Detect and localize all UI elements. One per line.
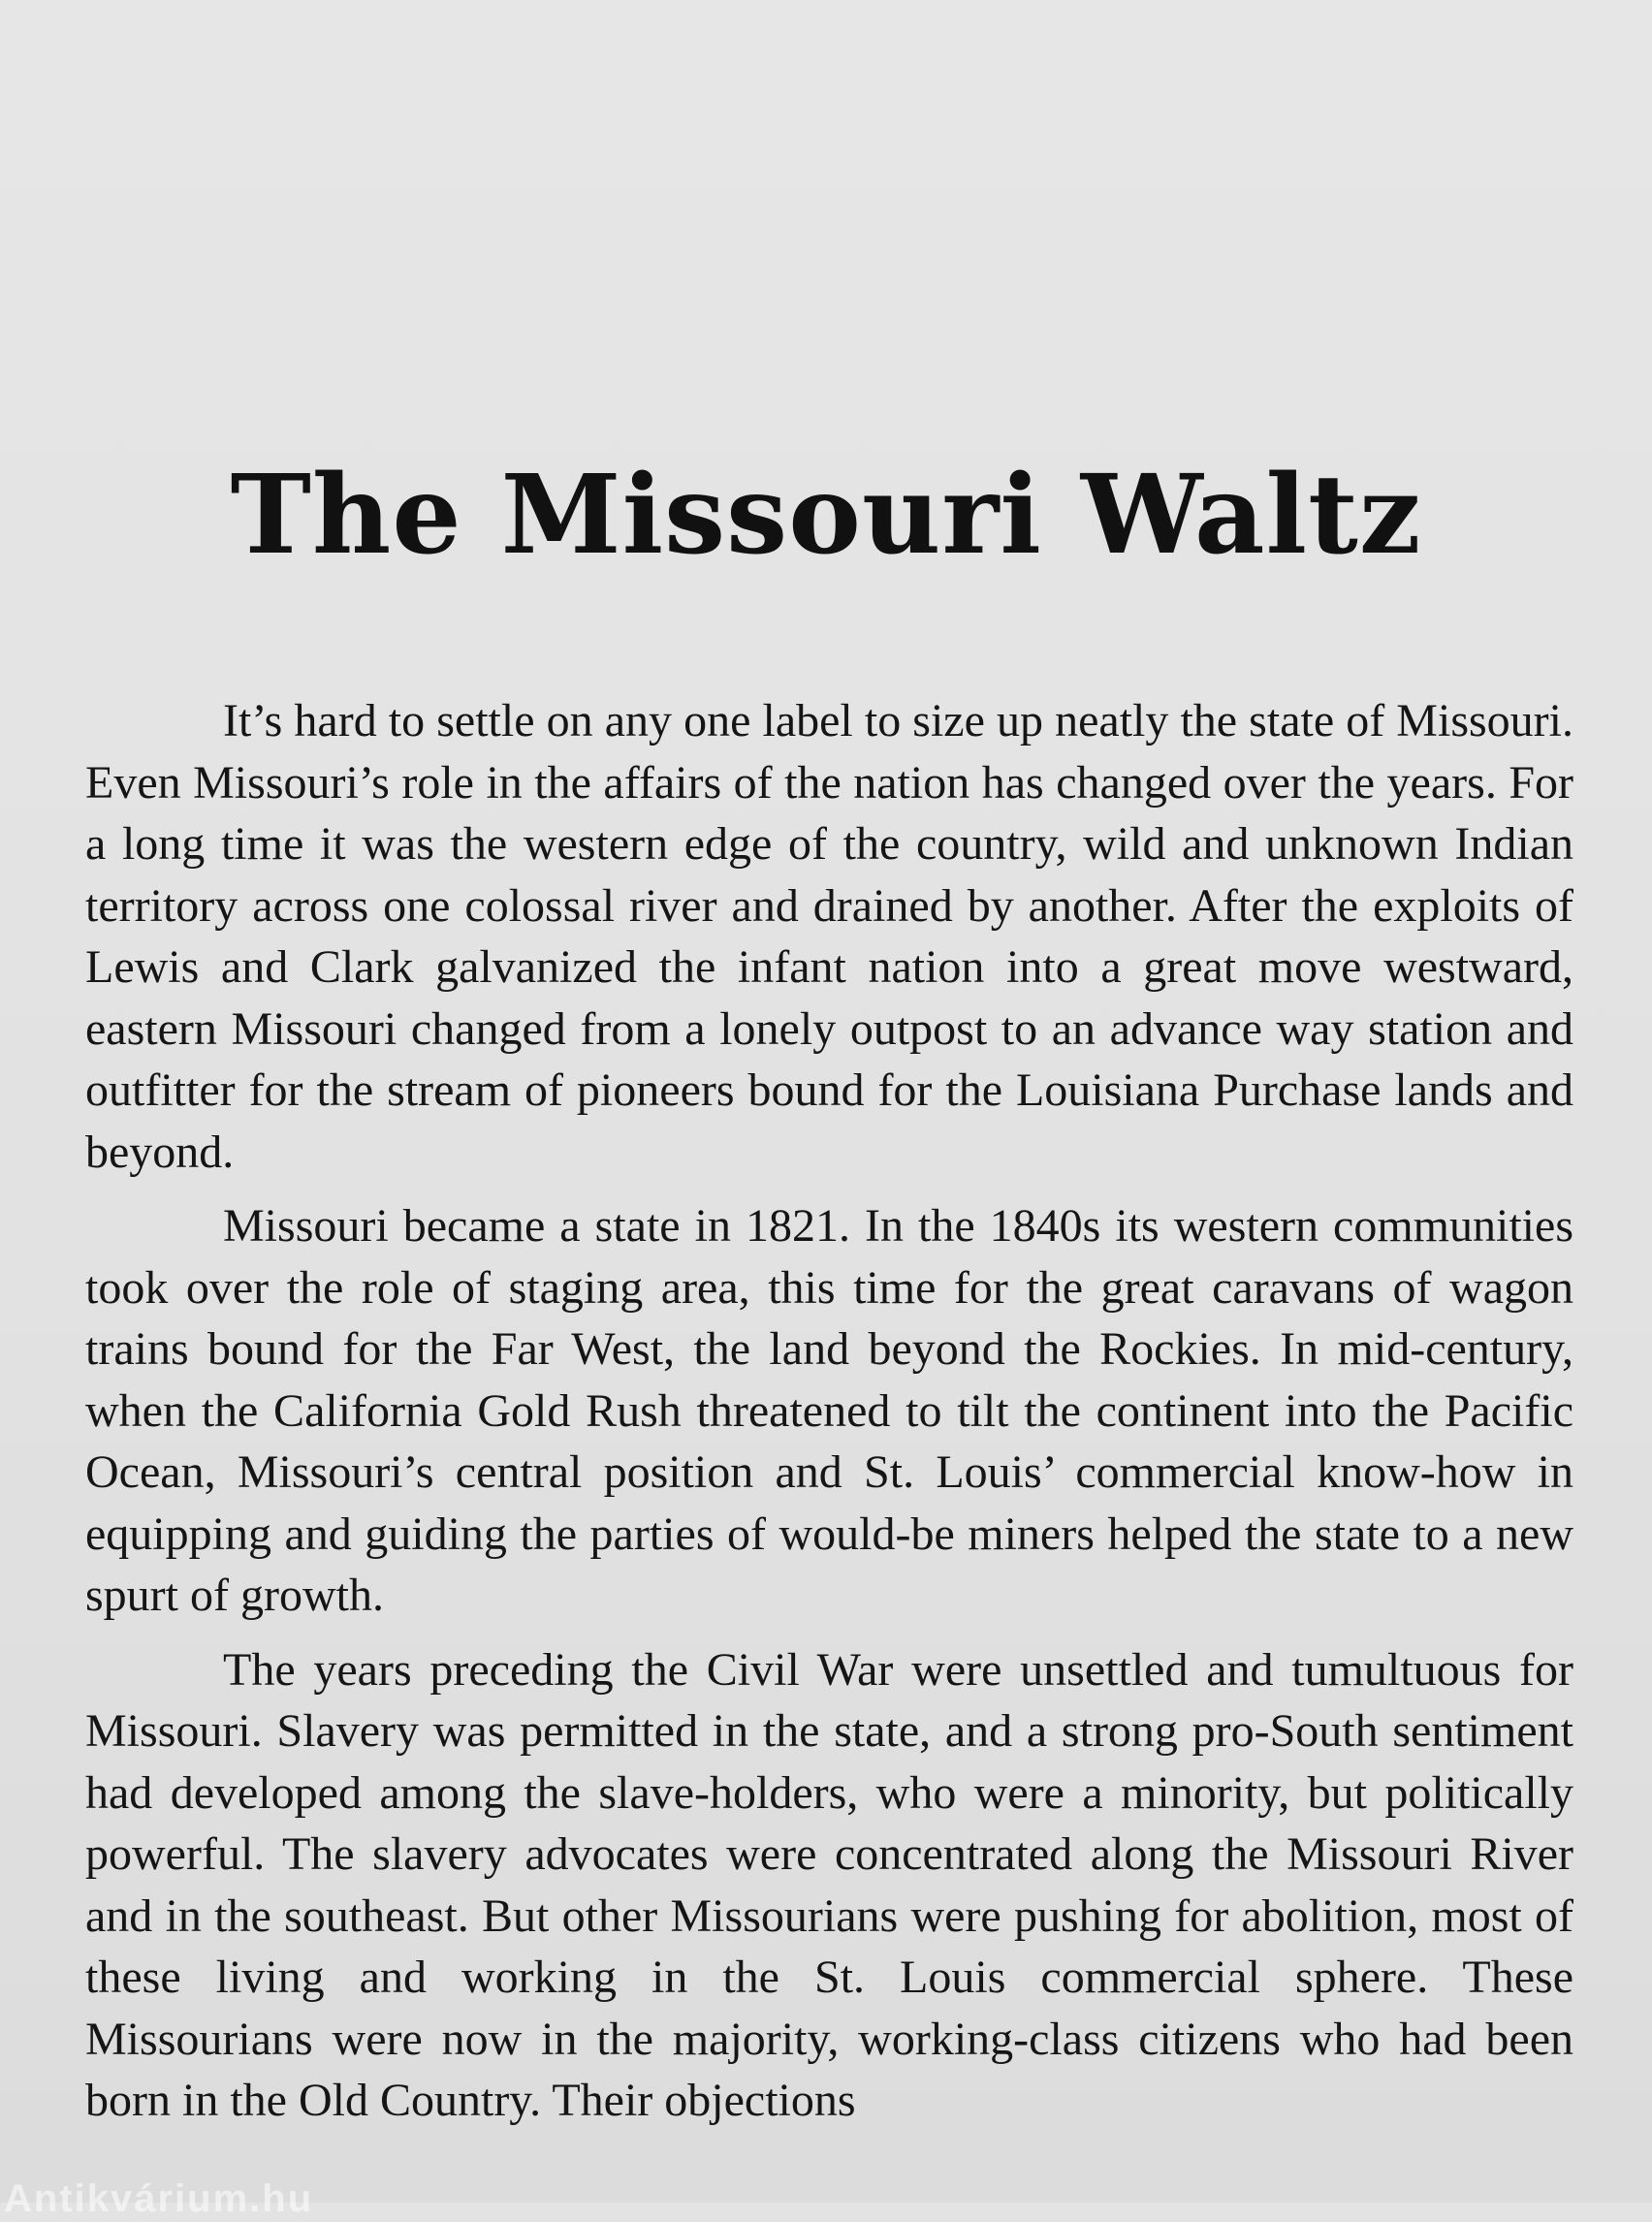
watermark-text: Antikvárium.hu (4, 2177, 314, 2220)
body-text (85, 690, 1573, 2144)
paragraph-3: The years preceding the Civil War were unsettled and tumultuous for Missouri. Slavery was permitted in the state, and a strong pro-South sentiment had developed among the slave-holders, who were a minority, but politically powerful. The slavery advocates were concentrated along the Missouri River and in the southeast. But other Missourians were pushing for abolition, most of these living and working in the St. Louis commercial sphere. These Missourians were now in the majority, working-class citizens who had been born in the Old Country. Their objections (85, 1643, 1573, 2126)
paragraph-2: Missouri became a state in 1821. In the 1840s its western communities took over the role of staging area, this time for the great caravans of wagon trains bound for the Far West, the land beyond the Rockies. In mid-century, when the California Gold Rush threatened to tilt the continent into the Pacific Ocean, Missouri’s central position and St. Louis’ commercial know-how in equipping and guiding the parties of would-be miners helped the state to a new spurt of growth. (85, 1200, 1573, 1621)
paragraph-1: It’s hard to settle on any one label to size up neatly the state of Missouri. Even Missouri’s role in the affairs of the nation has changed over the years. For a long time it was the western edge of the country, wild and unknown Indian territory across one colossal river and drained by another. After the exploits of Lewis and Clark galvanized the infant nation into a great move westward, eastern Missouri changed from a lonely outpost to an advance way station and outfitter for the stream of pioneers bound for the Louisiana Purchase lands and beyond. (85, 695, 1573, 1178)
chapter-title: The Missouri Waltz (230, 452, 1422, 579)
